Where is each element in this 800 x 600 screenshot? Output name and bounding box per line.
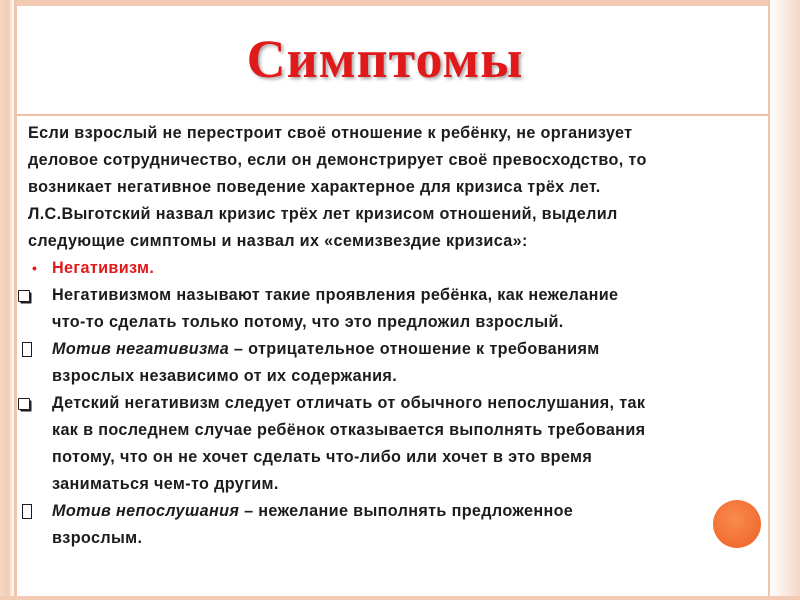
list-item-line: Детский негативизм следует отличать от обычного непослушания, так — [52, 394, 646, 412]
intro-line: деловое сотрудничество, если он демонстрирует своё превосходство, то — [28, 151, 647, 169]
orange-circle-decoration — [713, 500, 761, 548]
list-item-negativism-heading — [28, 255, 773, 282]
frame-top-border — [0, 0, 800, 6]
list-item-line: Негативизмом называют такие проявления ребёнка, как нежелание — [52, 286, 619, 304]
shadowed-square-bullet-icon — [18, 390, 38, 419]
list-item-text: Негативизм. — [52, 259, 155, 277]
frame-left-line — [14, 0, 17, 600]
intro-line: следующие симптомы и назвал их «семизвездие кризиса»: — [28, 232, 528, 250]
list-item-negativism-definition — [28, 282, 773, 336]
red-dot-bullet-icon: • — [32, 260, 38, 276]
list-item-emphasis: Мотив негативизма — [52, 340, 230, 358]
list-item-line: как в последнем случае ребёнок отказывается выполнять требования — [52, 421, 646, 439]
intro-paragraph — [28, 120, 773, 255]
list-item-line: что-то сделать только потому, что это предложил взрослый. — [52, 313, 564, 331]
list-item-line: – отрицательное отношение к требованиям — [229, 340, 600, 358]
placeholder-glyph-icon — [22, 336, 42, 366]
intro-line: возникает негативное поведение характерное для кризиса трёх лет. — [28, 178, 601, 196]
slide-body — [28, 120, 773, 552]
intro-line: Л.С.Выготский назвал кризис трёх лет кризисом отношений, выделил — [28, 205, 618, 223]
list-item-line: заниматься чем-то другим. — [52, 475, 279, 493]
list-item-negativism-motive — [28, 336, 773, 390]
placeholder-glyph-icon — [22, 498, 42, 528]
frame-left-border — [0, 0, 14, 600]
intro-line: Если взрослый не перестроит своё отношение к ребёнку, не организует — [28, 124, 633, 142]
list-item-line: взрослым. — [52, 529, 143, 547]
title-divider — [17, 114, 770, 116]
frame-bottom-border — [0, 596, 800, 600]
slide-title: Симптомы — [246, 29, 524, 89]
list-item-line: взрослых независимо от их содержания. — [52, 367, 398, 385]
list-item-disobedience-distinction — [28, 390, 773, 498]
list-item-emphasis: Мотив непослушания — [52, 502, 240, 520]
frame-right-border — [770, 0, 800, 600]
list-item-line: потому, что он не хочет сделать что-либо или хочет в это время — [52, 448, 593, 466]
list-item-line: – нежелание выполнять предложенное — [239, 502, 574, 520]
list-item-disobedience-motive — [28, 498, 773, 552]
shadowed-square-bullet-icon — [18, 282, 38, 311]
